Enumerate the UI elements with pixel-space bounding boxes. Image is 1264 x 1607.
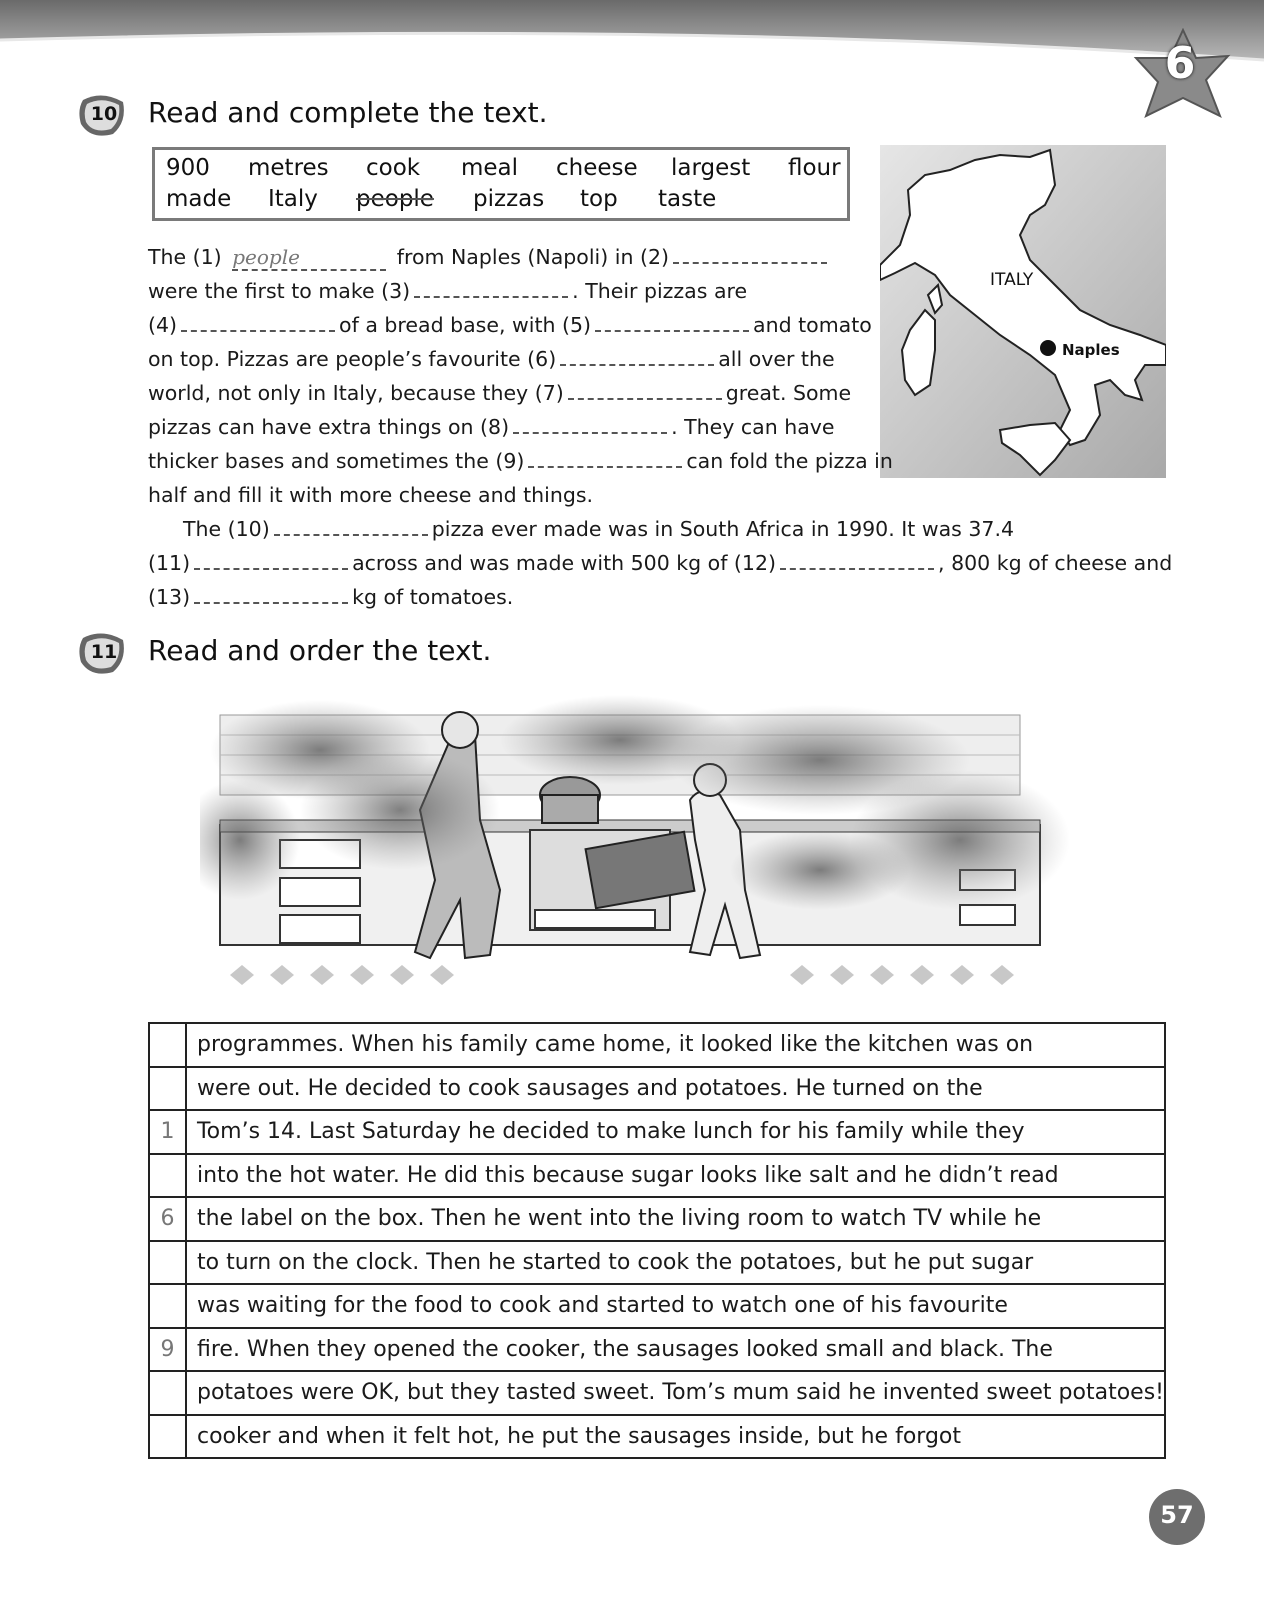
answer-blank[interactable] — [560, 350, 714, 366]
map-country-label: ITALY — [990, 270, 1034, 290]
word-bank-item: cheese — [556, 155, 638, 181]
text-line: on top. Pizzas are people’s favourite (6) all over the — [148, 347, 835, 371]
table-row — [149, 1415, 1165, 1459]
table-row — [149, 1110, 1165, 1154]
exercise-title: Read and complete the text. — [148, 96, 548, 129]
table-row — [149, 1284, 1165, 1328]
order-text-cell: were out. He decided to cook sausages and potatoes. He turned on the — [186, 1067, 1165, 1111]
text-line: (4) of a bread base, with (5) and tomato — [148, 313, 872, 337]
answer-blank[interactable] — [194, 554, 348, 570]
word-bank-item: metres — [248, 155, 329, 181]
exercise-number: 11 — [90, 641, 118, 663]
order-text-cell: the label on the box. Then he went into the living room to watch TV while he — [186, 1197, 1165, 1241]
answer-blank-filled[interactable]: people — [232, 245, 386, 271]
answer-blank[interactable] — [673, 248, 827, 264]
exercise-title: Read and order the text. — [148, 634, 492, 667]
order-text-cell: programmes. When his family came home, it looked like the kitchen was on — [186, 1023, 1165, 1067]
answer-blank[interactable] — [181, 316, 335, 332]
order-text-cell: cooker and when it felt hot, he put the sausages inside, but he forgot — [186, 1415, 1165, 1459]
order-text-cell: into the hot water. He did this because sugar looks like salt and he didn’t read — [186, 1154, 1165, 1198]
answer-blank[interactable] — [780, 554, 934, 570]
unit-number: 6 — [1164, 38, 1196, 89]
word-bank-item: largest — [671, 155, 751, 181]
order-number-cell[interactable] — [149, 1415, 186, 1459]
order-number-cell[interactable]: 6 — [149, 1197, 186, 1241]
text-line: (13) kg of tomatoes. — [148, 585, 514, 609]
answer-blank[interactable] — [513, 418, 667, 434]
map-city-label: Naples — [1062, 341, 1120, 359]
order-text-cell: was waiting for the food to cook and started to watch one of his favourite — [186, 1284, 1165, 1328]
text-line: The (1) people from Naples (Napoli) in (2) — [148, 245, 831, 271]
order-text-cell: Tom’s 14. Last Saturday he decided to make lunch for his family while they — [186, 1110, 1165, 1154]
word-bank-item-crossed: people — [356, 186, 434, 212]
word-bank-item: Italy — [268, 186, 318, 212]
header-decoration — [0, 0, 1264, 80]
table-row — [149, 1023, 1165, 1067]
exercise-number: 10 — [90, 103, 118, 125]
answer-blank[interactable] — [274, 520, 428, 536]
answer-blank[interactable] — [595, 316, 749, 332]
word-bank-item: cook — [366, 155, 421, 181]
text-line: world, not only in Italy, because they (7) great. Some — [148, 381, 852, 405]
order-text-cell: to turn on the clock. Then he started to cook the potatoes, but he put sugar — [186, 1241, 1165, 1285]
order-number-cell[interactable]: 1 — [149, 1110, 186, 1154]
order-number-cell[interactable] — [149, 1241, 186, 1285]
answer-blank[interactable] — [194, 588, 348, 604]
order-number-cell[interactable]: 9 — [149, 1328, 186, 1372]
word-bank-item: made — [166, 186, 232, 212]
answer-blank[interactable] — [528, 452, 682, 468]
answer-blank[interactable] — [414, 282, 568, 298]
table-row — [149, 1154, 1165, 1198]
kitchen-illustration — [200, 690, 1080, 990]
order-number-cell[interactable] — [149, 1371, 186, 1415]
text-line: thicker bases and sometimes the (9) can fold the pizza in — [148, 449, 893, 473]
order-table — [148, 1022, 1166, 1459]
word-bank-item: flour — [788, 155, 841, 181]
order-text-cell: fire. When they opened the cooker, the sausages looked small and black. The — [186, 1328, 1165, 1372]
page-number: 57 — [1160, 1501, 1194, 1529]
text-line: (11) across and was made with 500 kg of (12) , 800 kg of cheese and — [148, 551, 1173, 575]
order-number-cell[interactable] — [149, 1284, 186, 1328]
table-row — [149, 1241, 1165, 1285]
word-bank-item: top — [580, 186, 618, 212]
order-text-cell: potatoes were OK, but they tasted sweet. Tom’s mum said he invented sweet potatoes! — [186, 1371, 1165, 1415]
order-number-cell[interactable] — [149, 1023, 186, 1067]
table-row — [149, 1371, 1165, 1415]
table-row — [149, 1197, 1165, 1241]
italy-map — [880, 145, 1166, 478]
text-line: pizzas can have extra things on (8) . They can have — [148, 415, 835, 439]
word-bank-item: taste — [658, 186, 717, 212]
table-row — [149, 1328, 1165, 1372]
order-number-cell[interactable] — [149, 1067, 186, 1111]
text-line: were the first to make (3) . Their pizzas are — [148, 279, 748, 303]
table-row — [149, 1067, 1165, 1111]
answer-blank[interactable] — [568, 384, 722, 400]
order-number-cell[interactable] — [149, 1154, 186, 1198]
word-bank-item: meal — [461, 155, 519, 181]
word-bank-item: pizzas — [473, 186, 545, 212]
text-line: half and fill it with more cheese and things. — [148, 483, 594, 507]
text-line: The (10) pizza ever made was in South Africa in 1990. It was 37.4 — [183, 517, 1015, 541]
word-bank-item: 900 — [166, 155, 210, 181]
